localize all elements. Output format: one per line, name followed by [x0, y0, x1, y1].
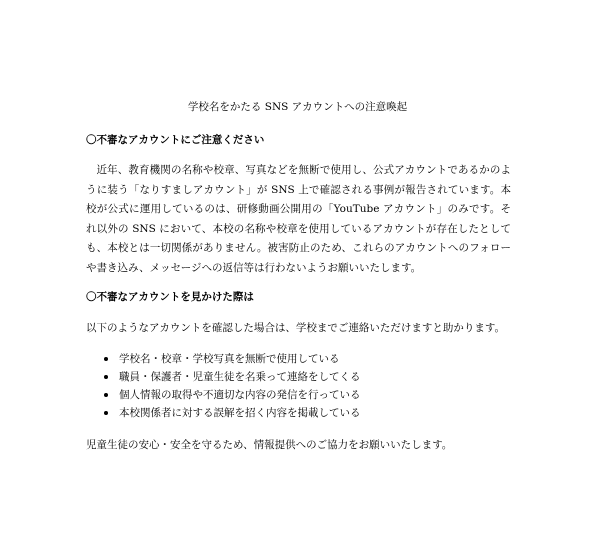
section-body-caution: 近年、教育機関の名称や校章、写真などを無断で使用し、公式アカウントであるかのように装う「なりすましアカウント」が SNS 上で確認される事例が報告されています。本校が公式に運用しているのは、研修動画公開用の「YouTube アカウント」のみです。それ以外の SNS において、本校の名称や校章を使用しているアカウントが存在したとしても、本校とは一切関係がありません。被害防止のため、これらのアカウントへのフォローや書き込み、メッセージへの返信等は行わないようお願いいたします。 [86, 164, 511, 274]
document-title: 学校名をかたる SNS アカウントへの注意喚起 [187, 101, 408, 113]
list-item [86, 404, 526, 422]
list-item-text: 本校関係者に対する誤解を招く内容を掲載している [119, 407, 361, 419]
section-heading-report: 〇不審なアカウントを見かけた際は [86, 291, 254, 303]
bullet-icon [104, 411, 108, 415]
list-item [86, 350, 526, 368]
bullet-icon [104, 375, 108, 379]
list-item [86, 386, 526, 404]
list-item-text: 学校名・校章・学校写真を無断で使用している [119, 353, 340, 365]
list-item-text: 個人情報の取得や不適切な内容の発信を行っている [119, 389, 361, 401]
list-item-text: 職員・保護者・児童生徒を名乗って連絡をしてくる [119, 371, 361, 383]
closing-text: 児童生徒の安心・安全を守るため、情報提供へのご協力をお願いいたします。 [86, 439, 453, 451]
section-heading-caution: 〇不審なアカウントにご注意ください [86, 134, 265, 146]
report-bullet-list [86, 350, 526, 422]
report-intro-text: 以下のようなアカウントを確認した場合は、学校までご連絡いただけますと助かります。 [86, 322, 506, 334]
list-item [86, 368, 526, 386]
bullet-icon [104, 357, 108, 361]
bullet-icon [104, 393, 108, 397]
